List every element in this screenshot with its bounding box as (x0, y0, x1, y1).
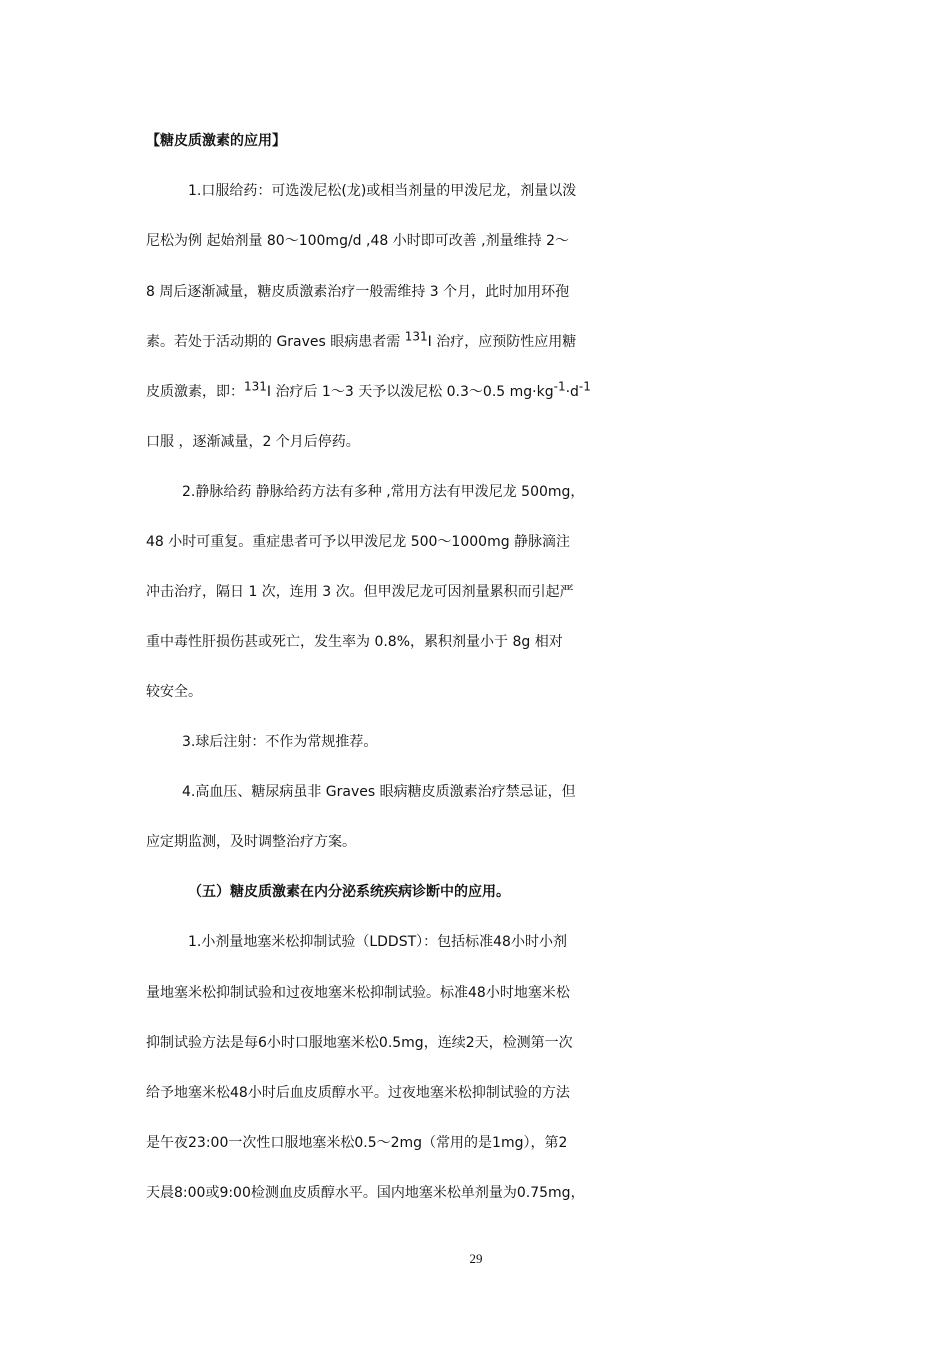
paragraph-line: 1.小剂量地塞米松抑制试验（LDDST）：包括标准48小时小剂 (188, 934, 567, 950)
superscript: 131 (244, 379, 267, 394)
paragraph-line: 冲击治疗，隔日 1 次，连用 3 次。但甲泼尼龙可因剂量累积而引起严 (146, 584, 574, 600)
text-run: I 治疗后 1～3 天予以泼尼松 0.3～0.5 mg·kg (266, 384, 554, 400)
text-run: ·d (565, 384, 579, 400)
paragraph-line: 3.球后注射：不作为常规推荐。 (182, 734, 378, 750)
page-number: 29 (469, 1251, 483, 1266)
superscript: -1 (553, 379, 566, 394)
section-heading: 【糖皮质激素的应用】 (146, 133, 286, 149)
paragraph-line: 尼松为例 起始剂量 80～100mg/d ,48 小时即可改善 ,剂量维持 2～ (146, 233, 569, 249)
paragraph-line: 较安全。 (146, 684, 202, 700)
text-run: I 治疗，应预防性应用糖 (427, 334, 577, 350)
paragraph-line (0, 327, 952, 357)
paragraph-line: 天晨8:00或9:00检测血皮质醇水平。国内地塞米松单剂量为0.75mg， (146, 1185, 585, 1201)
paragraph-line: 2.静脉给药 静脉给药方法有多种 ,常用方法有甲泼尼龙 500mg， (182, 484, 585, 500)
superscript: 131 (404, 329, 428, 344)
paragraph-line: 应定期监测，及时调整治疗方案。 (146, 834, 356, 850)
paragraph-line: 抑制试验方法是每6小时口服地塞米松0.5mg，连续2天，检测第一次 (146, 1035, 573, 1051)
paragraph-line: 口服 ，逐渐减量，2 个月后停药。 (146, 434, 360, 450)
paragraph-line: 1.口服给药：可选泼尼松(龙)或相当剂量的甲泼尼龙，剂量以泼 (188, 183, 577, 199)
superscript: -1 (578, 379, 591, 394)
subsection-heading: （五）糖皮质激素在内分泌系统疾病诊断中的应用。 (188, 884, 510, 900)
paragraph-line: 量地塞米松抑制试验和过夜地塞米松抑制试验。标准48小时地塞米松 (146, 985, 570, 1001)
text-run: 皮质激素，即： (146, 384, 244, 400)
paragraph-line: 4.高血压、糖尿病虽非 Graves 眼病糖皮质激素治疗禁忌证，但 (182, 784, 576, 800)
paragraph-line: 是午夜23:00一次性口服地塞米松0.5～2mg（常用的是1mg），第2 (146, 1135, 568, 1151)
paragraph-line: 重中毒性肝损伤甚或死亡，发生率为 0.8%，累积剂量小于 8g 相对 (146, 634, 563, 650)
paragraph-line: 8 周后逐渐减量，糖皮质激素治疗一般需维持 3 个月，此时加用环孢 (146, 284, 570, 300)
paragraph-line (0, 377, 952, 407)
text-run: 素。若处于活动期的 Graves 眼病患者需 (146, 334, 405, 350)
paragraph-line: 48 小时可重复。重症患者可予以甲泼尼龙 500～1000mg 静脉滴注 (146, 534, 571, 550)
paragraph-line: 给予地塞米松48小时后血皮质醇水平。过夜地塞米松抑制试验的方法 (146, 1085, 570, 1101)
